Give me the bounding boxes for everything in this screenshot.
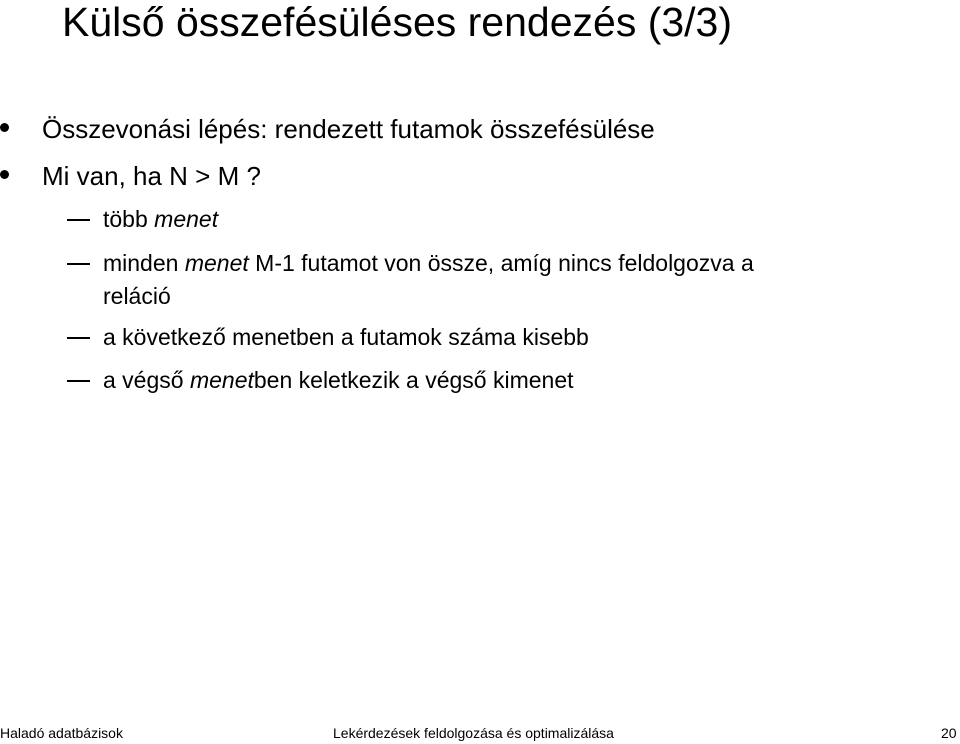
bullet-text: Mi van, ha N > M ? <box>42 161 261 191</box>
sub-item-text: minden menet M-1 futamot von össze, amíg nincs feldolgozva a <box>103 250 754 276</box>
bullet-icon <box>0 123 9 132</box>
bullet-text: Összevonási lépés: rendezett futamok összefésülése <box>42 114 655 144</box>
dash-icon <box>67 263 90 265</box>
dash-icon <box>67 337 90 339</box>
bullet-icon <box>0 170 9 179</box>
sub-item-text: több menet <box>103 206 219 232</box>
footer-course-name: Haladó adatbázisok <box>0 725 123 741</box>
sub-item-text: a végső menetben keletkezik a végső kimenet <box>103 367 574 393</box>
footer-topic: Lekérdezések feldolgozása és optimalizálása <box>333 725 614 741</box>
slide-title: Külső összefésüléses rendezés (3/3) <box>62 0 733 45</box>
dash-icon <box>67 380 90 382</box>
footer-page-number: 20 <box>941 725 957 741</box>
dash-icon <box>67 219 90 221</box>
sub-item-text: a következő menetben a futamok száma kisebb <box>103 324 589 350</box>
sub-item-continuation: reláció <box>103 283 171 309</box>
